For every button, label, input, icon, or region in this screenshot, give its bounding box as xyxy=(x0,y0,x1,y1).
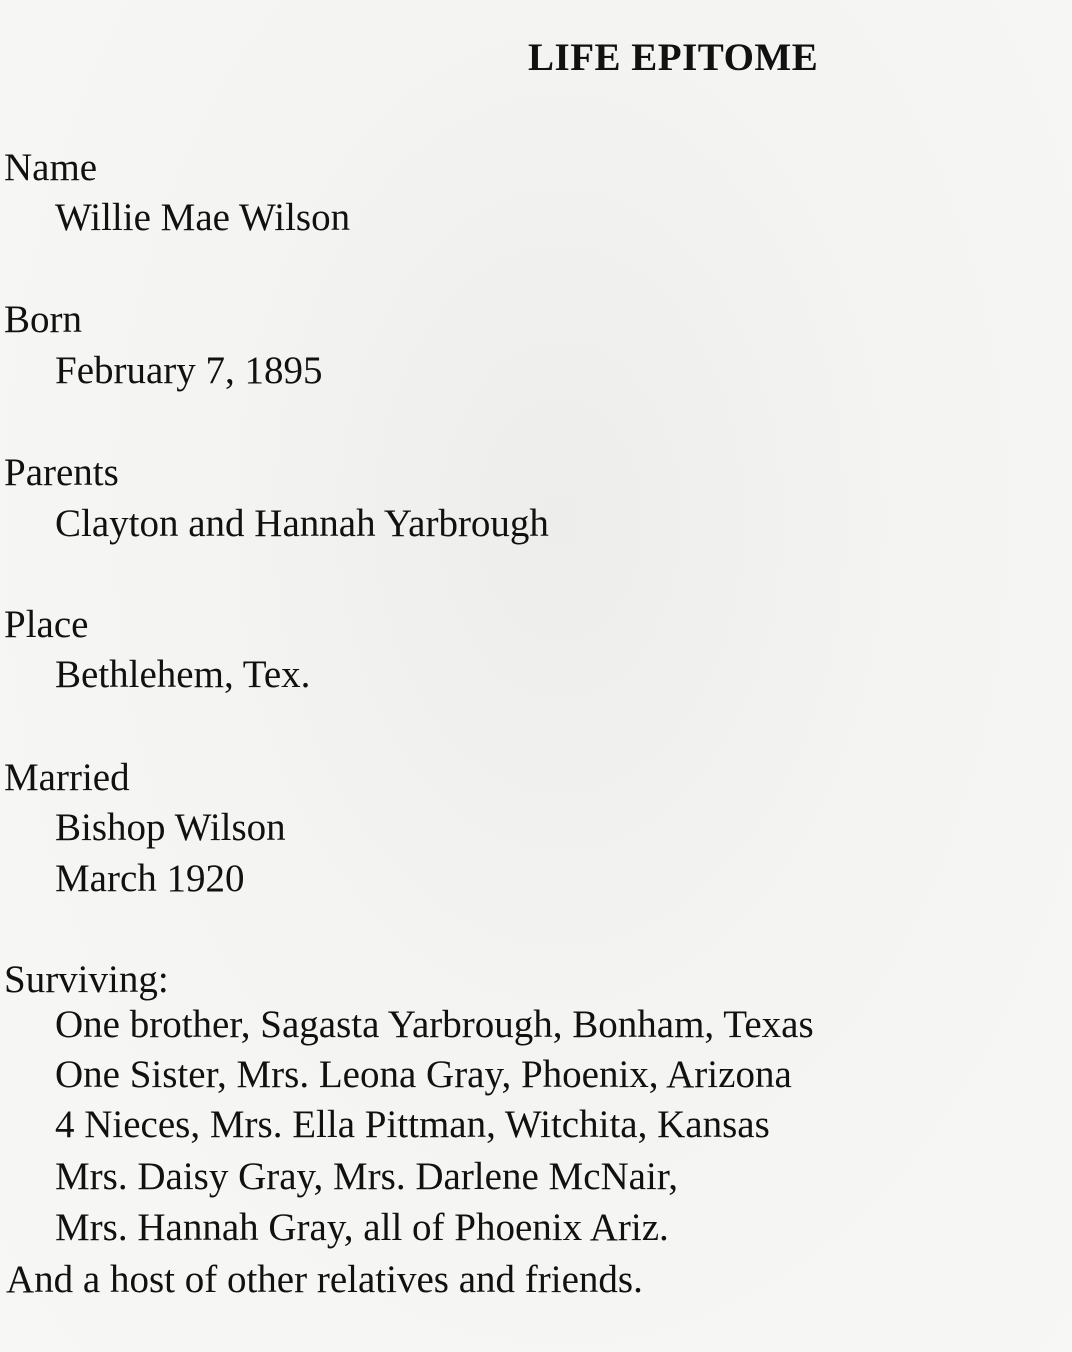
surviving-line: Mrs. Hannah Gray, all of Phoenix Ariz. xyxy=(55,1206,669,1249)
page-title: LIFE EPITOME xyxy=(528,36,819,79)
closing-line: And a host of other relatives and friends. xyxy=(6,1258,643,1301)
surviving-line: One brother, Sagasta Yarbrough, Bonham, Texas xyxy=(55,1003,814,1046)
married-label: Married xyxy=(4,756,130,799)
place-value: Bethlehem, Tex. xyxy=(55,653,311,696)
name-value: Willie Mae Wilson xyxy=(55,196,351,239)
married-spouse: Bishop Wilson xyxy=(55,806,286,849)
parents-label: Parents xyxy=(4,451,119,494)
surviving-line: One Sister, Mrs. Leona Gray, Phoenix, Arizona xyxy=(55,1053,792,1096)
parents-value: Clayton and Hannah Yarbrough xyxy=(55,502,549,545)
name-label: Name xyxy=(4,146,98,189)
surviving-label: Surviving: xyxy=(4,958,169,1001)
born-label: Born xyxy=(4,298,82,341)
surviving-line: Mrs. Daisy Gray, Mrs. Darlene McNair, xyxy=(55,1155,678,1198)
married-date: March 1920 xyxy=(55,857,245,900)
surviving-line: 4 Nieces, Mrs. Ella Pittman, Witchita, Kansas xyxy=(55,1103,770,1146)
born-value: February 7, 1895 xyxy=(55,349,323,392)
place-label: Place xyxy=(4,603,89,646)
